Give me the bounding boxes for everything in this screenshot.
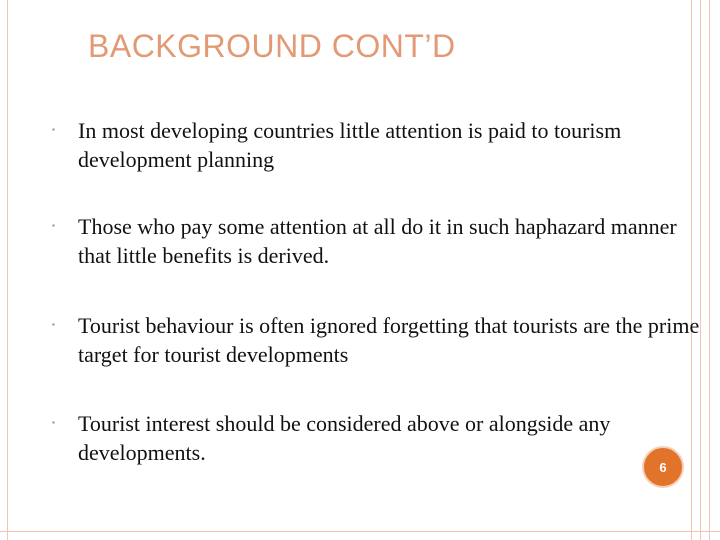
bullet-text: Tourist behaviour is often ignored forgetting that tourists are the prime target for tourist developments — [78, 313, 700, 367]
bullet-text: Those who pay some attention at all do it in such haphazard manner that little benefits is derived. — [78, 214, 677, 268]
bullet-marker-icon: ▪ — [52, 418, 55, 427]
bullet-marker-icon: ▪ — [52, 320, 55, 329]
bullet-text: In most developing countries little attention is paid to tourism development planning — [78, 118, 622, 172]
slide-title: BACKGROUND CONT’D — [88, 28, 456, 64]
bullet-text: Tourist interest should be considered above or alongside any developments. — [78, 411, 611, 465]
bullet-marker-icon: ▪ — [52, 221, 55, 230]
page-number-badge: 6 — [642, 446, 684, 488]
bullet-marker-icon: ▪ — [52, 125, 55, 134]
